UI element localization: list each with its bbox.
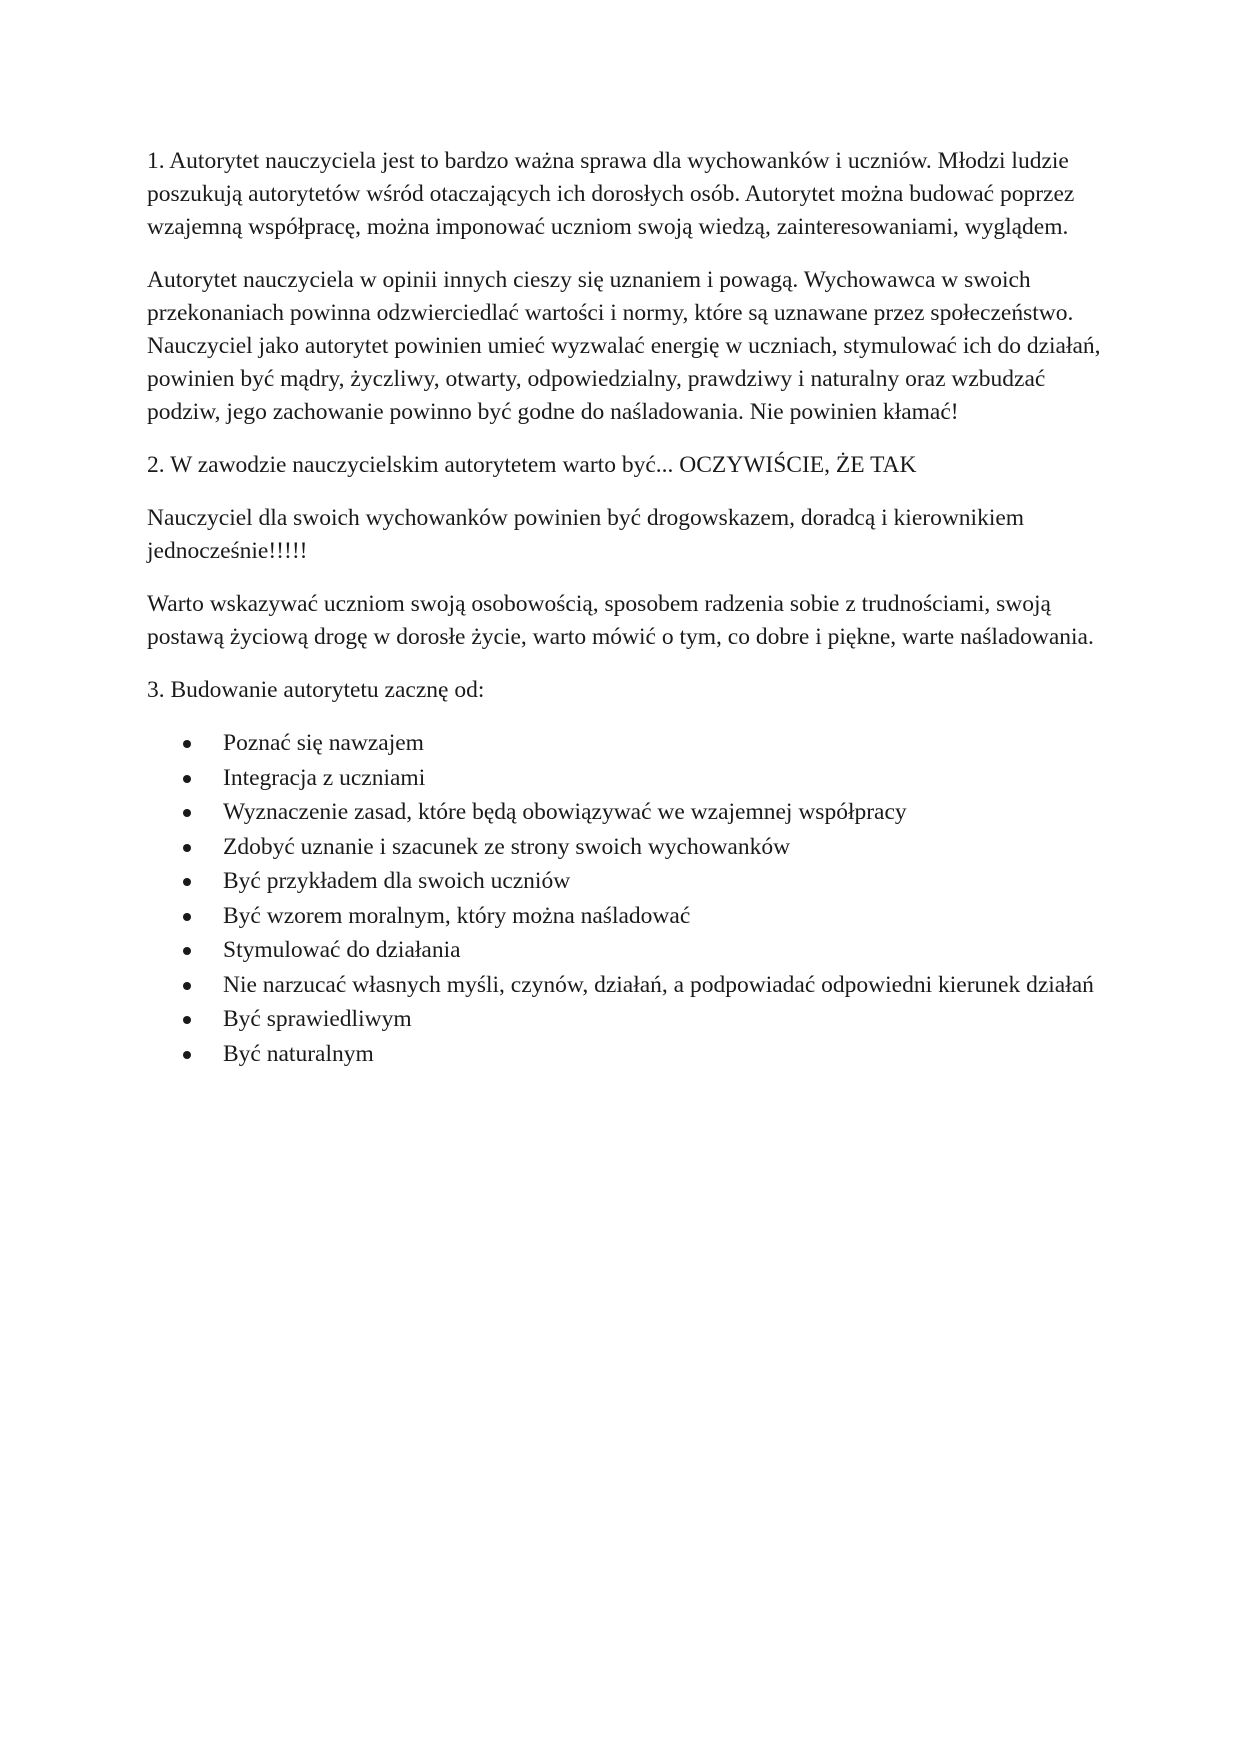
list-item-text: Integracja z uczniami — [223, 764, 426, 791]
document-page — [147, 145, 1107, 1072]
list-item-text: Stymulować do działania — [223, 937, 461, 963]
list-item-text: Wyznaczenie zasad, które będą obowiązywać we wzajemnej współpracy — [223, 799, 907, 825]
list-item — [223, 969, 1107, 1002]
list-item — [223, 1038, 1107, 1071]
list-item — [223, 1003, 1107, 1036]
list-item — [223, 727, 1107, 760]
bullet-icon — [183, 982, 191, 990]
bullet-icon — [183, 775, 191, 783]
bullet-icon — [183, 1016, 191, 1024]
paragraph-5: Warto wskazywać uczniom swoją osobowością, sposobem radzenia sobie z trudnościami, swoją postawą życiową drogę w dorosłe życie, warto mówić o tym, co dobre i piękne, warte naśladowania. — [147, 591, 1094, 650]
list-item — [223, 865, 1107, 898]
bullet-icon — [183, 878, 191, 886]
bullet-icon — [183, 844, 191, 852]
list-item-text: Zdobyć uznanie i szacunek ze strony swoich wychowanków — [223, 833, 791, 860]
list-item-text: Być naturalnym — [223, 1040, 374, 1067]
bullet-icon — [183, 1051, 191, 1059]
bullet-icon — [183, 947, 191, 955]
list-item-text: Być sprawiedliwym — [223, 1006, 412, 1032]
bullet-icon — [183, 809, 191, 817]
list-item-text: Być wzorem moralnym, który można naśladować — [223, 902, 691, 929]
paragraph-3: 2. W zawodzie nauczycielskim autorytetem warto być... OCZYWIŚCIE, ŻE TAK — [147, 452, 917, 478]
paragraph-6: 3. Budowanie autorytetu zacznę od: — [147, 677, 485, 703]
bullet-icon — [183, 740, 191, 748]
list-item — [223, 796, 1107, 829]
bullet-list — [147, 727, 1107, 1071]
list-item-text: Nie narzucać własnych myśli, czynów, działań, a podpowiadać odpowiedni kierunek działań — [223, 971, 1094, 998]
paragraph-4: Nauczyciel dla swoich wychowanków powinien być drogowskazem, doradcą i kierownikiem jednocześnie!!!!! — [147, 505, 1025, 564]
list-item — [223, 831, 1107, 864]
paragraph-1: 1. Autorytet nauczyciela jest to bardzo ważna sprawa dla wychowanków i uczniów. Młodzi ludzie poszukują autorytetów wśród otaczających ich dorosłych osób. Autorytet można budować poprzez wzajemną współpracę, można imponować uczniom swoją wiedzą, zainteresowaniami, wyglądem. — [147, 148, 1075, 240]
bullet-icon — [183, 913, 191, 921]
paragraph-2: Autorytet nauczyciela w opinii innych cieszy się uznaniem i powagą. Wychowawca w swoich przekonaniach powinna odzwierciedlać wartości i normy, które są uznawane przez społeczeństwo. Nauczyciel jako autorytet powinien umieć wyzwalać energię w uczniach, stymulować ich do działań, powinien być mądry, życzliwy, otwarty, odpowiedzialny, prawdziwy i naturalny oraz wzbudzać podziw, jego zachowanie powinno być godne do naśladowania. Nie powinien kłamać! — [147, 267, 1101, 425]
list-item — [223, 762, 1107, 795]
list-item — [223, 934, 1107, 967]
list-item-text: Poznać się nawzajem — [223, 730, 424, 756]
list-item — [223, 900, 1107, 933]
list-item-text: Być przykładem dla swoich uczniów — [223, 868, 571, 894]
